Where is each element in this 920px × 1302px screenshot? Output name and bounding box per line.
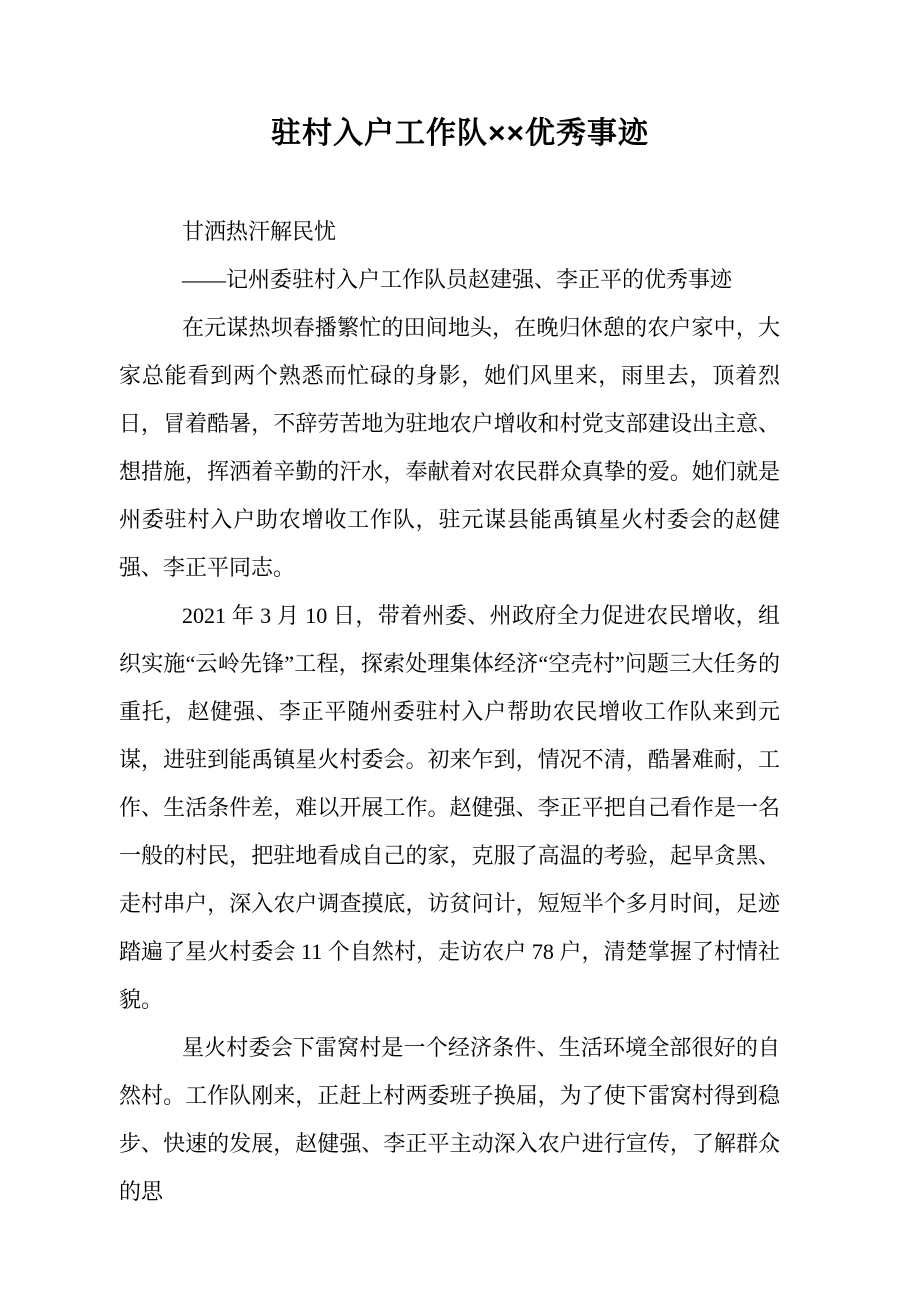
paragraph-body-1: 在元谋热坝春播繁忙的田间地头，在晚归休憩的农户家中，大家总能看到两个熟悉而忙碌的身影，她们风里来，雨里去，顶着烈日，冒着酷暑，不辞劳苦地为驻地农户增收和村党支部建设出主意、想措施，挥洒着辛勤的汗水，奉献着对农民群众真挚的爱。她们就是州委驻村入户助农增收工作队，驻元谋县能禹镇星火村委会的赵健强、李正平同志。 [119, 315, 780, 580]
document-body [119, 208, 780, 1216]
paragraph-body-3: 星火村委会下雷窝村是一个经济条件、生活环境全部很好的自然村。工作队刚来，正赶上村两委班子换届，为了使下雷窝村得到稳步、快速的发展，赵健强、李正平主动深入农户进行宣传，了解群众的思 [119, 1035, 780, 1204]
document-title: 驻村入户工作队××优秀事迹 [270, 117, 650, 150]
paragraph-subtitle-1: 甘洒热汗解民忧 [182, 219, 337, 244]
paragraph-body-2: 2021 年 3 月 10 日，带着州委、州政府全力促进农民增收，组织实施“云岭先锋”工程，探索处理集体经济“空壳村”问题三大任务的重托，赵健强、李正平随州委驻村入户帮助农民增收工作队来到元谋，进驻到能禹镇星火村委会。初来乍到，情况不清，酷暑难耐，工作、生活条件差，难以开展工作。赵健强、李正平把自己看作是一名一般的村民，把驻地看成自己的家，克服了高温的考验，起早贪黑、走村串户，深入农户调查摸底，访贫问计，短短半个多月时间，足迹踏遍了星火村委会 11 个自然村，走访农户 78 户，清楚掌握了村情社貌。 [119, 603, 780, 1012]
paragraph-subtitle-2: ——记州委驻村入户工作队员赵建强、李正平的优秀事迹 [182, 267, 733, 292]
